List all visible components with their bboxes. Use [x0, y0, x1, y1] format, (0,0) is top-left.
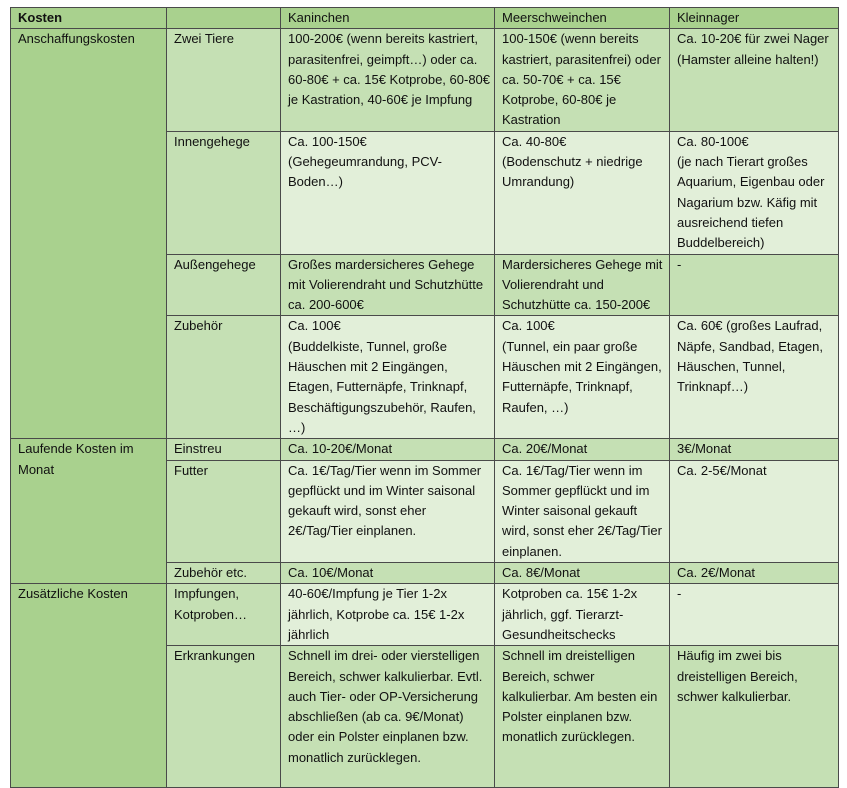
- cost-table: [10, 7, 839, 788]
- kleinnager-cell: Ca. 2-5€/Monat: [670, 460, 839, 562]
- header-kleinnager: Kleinnager: [670, 8, 839, 29]
- header-kaninchen: Kaninchen: [281, 8, 495, 29]
- kaninchen-cell: Ca. 10€/Monat: [281, 563, 495, 584]
- category-laufende-kosten: Laufende Kosten im Monat: [11, 439, 167, 584]
- subcategory-cell: Futter: [167, 460, 281, 562]
- kaninchen-cell: Schnell im drei- oder vierstelligen Bereich, schwer kalkulierbar. Evtl. auch Tier- oder OP-Versicherung abschließen (ab ca. 9€/Monat) oder ein Polster einplanen bzw. monatlich zurücklegen.: [281, 646, 495, 788]
- kleinnager-cell: Ca. 2€/Monat: [670, 563, 839, 584]
- meerschweinchen-cell: 100-150€ (wenn bereits kastriert, parasitenfrei) oder ca. 50-70€ + ca. 15€ Kotprobe, 60-80€ je Kastration: [495, 29, 670, 131]
- kleinnager-cell: Ca. 10-20€ für zwei Nager (Hamster alleine halten!): [670, 29, 839, 131]
- subcategory-cell: Innengehege: [167, 131, 281, 254]
- meerschweinchen-cell: Kotproben ca. 15€ 1-2x jährlich, ggf. Tierarzt-Gesundheitschecks: [495, 584, 670, 646]
- cell-text: Ca. 40-80€ (Bodenschutz + niedrige Umrandung): [502, 133, 643, 190]
- header-empty: [167, 8, 281, 29]
- category-anschaffungskosten: Anschaffungskosten: [11, 29, 167, 439]
- subcategory-cell: Zwei Tiere: [167, 29, 281, 131]
- kleinnager-cell: [670, 131, 839, 254]
- kleinnager-cell: -: [670, 584, 839, 646]
- meerschweinchen-cell: [495, 131, 670, 254]
- subcategory-cell: Einstreu: [167, 439, 281, 460]
- header-kosten: Kosten: [11, 8, 167, 29]
- meerschweinchen-cell: Ca. 20€/Monat: [495, 439, 670, 460]
- kaninchen-cell: [281, 316, 495, 439]
- kaninchen-cell: 100-200€ (wenn bereits kastriert, parasitenfrei, geimpft…) oder ca. 60-80€ + ca. 15€ Kotprobe, 60-80€ je Kastration, 40-60€ je Impfung: [281, 29, 495, 131]
- meerschweinchen-cell: Ca. 1€/Tag/Tier wenn im Sommer gepflückt und im Winter saisonal gekauft wird, sonst eher 2€/Tag/Tier einplanen.: [495, 460, 670, 562]
- subcategory-cell: Erkrankungen: [167, 646, 281, 788]
- kleinnager-cell: -: [670, 254, 839, 316]
- kaninchen-cell: [281, 131, 495, 254]
- kaninchen-cell: Ca. 1€/Tag/Tier wenn im Sommer gepflückt und im Winter saisonal gekauft wird, sonst eher 2€/Tag/Tier einplanen.: [281, 460, 495, 562]
- cell-text: Ca. 100€ (Tunnel, ein paar große Häuschen mit 2 Eingängen, Futternäpfe, Trinknapf, Raufen, …): [502, 318, 662, 415]
- kaninchen-cell: Großes mardersicheres Gehege mit Volierendraht und Schutzhütte ca. 200-600€: [281, 254, 495, 316]
- cell-text: Ca. 100€ (Buddelkiste, Tunnel, große Häuschen mit 2 Eingängen, Etagen, Futternäpfe, Trinknapf, Beschäftigungszubehör, Raufen, …): [288, 318, 476, 435]
- subcategory-cell: Zubehör: [167, 316, 281, 439]
- meerschweinchen-cell: [495, 316, 670, 439]
- subcategory-cell: Zubehör etc.: [167, 563, 281, 584]
- meerschweinchen-cell: Ca. 8€/Monat: [495, 563, 670, 584]
- cell-text: Ca. 80-100€ (je nach Tierart großes Aquarium, Eigenbau oder Nagarium bzw. Käfig mit ausreichend tiefen Buddelbereich): [677, 133, 825, 251]
- kleinnager-cell: Häufig im zwei bis dreistelligen Bereich, schwer kalkulierbar.: [670, 646, 839, 788]
- subcategory-cell: Außengehege: [167, 254, 281, 316]
- cell-text: Ca. 100-150€ (Gehegeumrandung, PCV-Boden…): [288, 133, 442, 190]
- table-header-row: [11, 8, 839, 29]
- table-row: [11, 584, 839, 646]
- table-row: [11, 439, 839, 460]
- meerschweinchen-cell: Schnell im dreistelligen Bereich, schwer kalkulierbar. Am besten ein Polster einplanen bzw. monatlich zurücklegen.: [495, 646, 670, 788]
- category-zusaetzliche-kosten: Zusätzliche Kosten: [11, 584, 167, 788]
- header-meerschweinchen: Meerschweinchen: [495, 8, 670, 29]
- kaninchen-cell: 40-60€/Impfung je Tier 1-2x jährlich, Kotprobe ca. 15€ 1-2x jährlich: [281, 584, 495, 646]
- kaninchen-cell: Ca. 10-20€/Monat: [281, 439, 495, 460]
- meerschweinchen-cell: Mardersicheres Gehege mit Volierendraht und Schutzhütte ca. 150-200€: [495, 254, 670, 316]
- kleinnager-cell: 3€/Monat: [670, 439, 839, 460]
- kleinnager-cell: Ca. 60€ (großes Laufrad, Näpfe, Sandbad, Etagen, Häuschen, Tunnel, Trinknapf…): [670, 316, 839, 439]
- table-row: [11, 29, 839, 131]
- subcategory-cell: Impfungen, Kotproben…: [167, 584, 281, 646]
